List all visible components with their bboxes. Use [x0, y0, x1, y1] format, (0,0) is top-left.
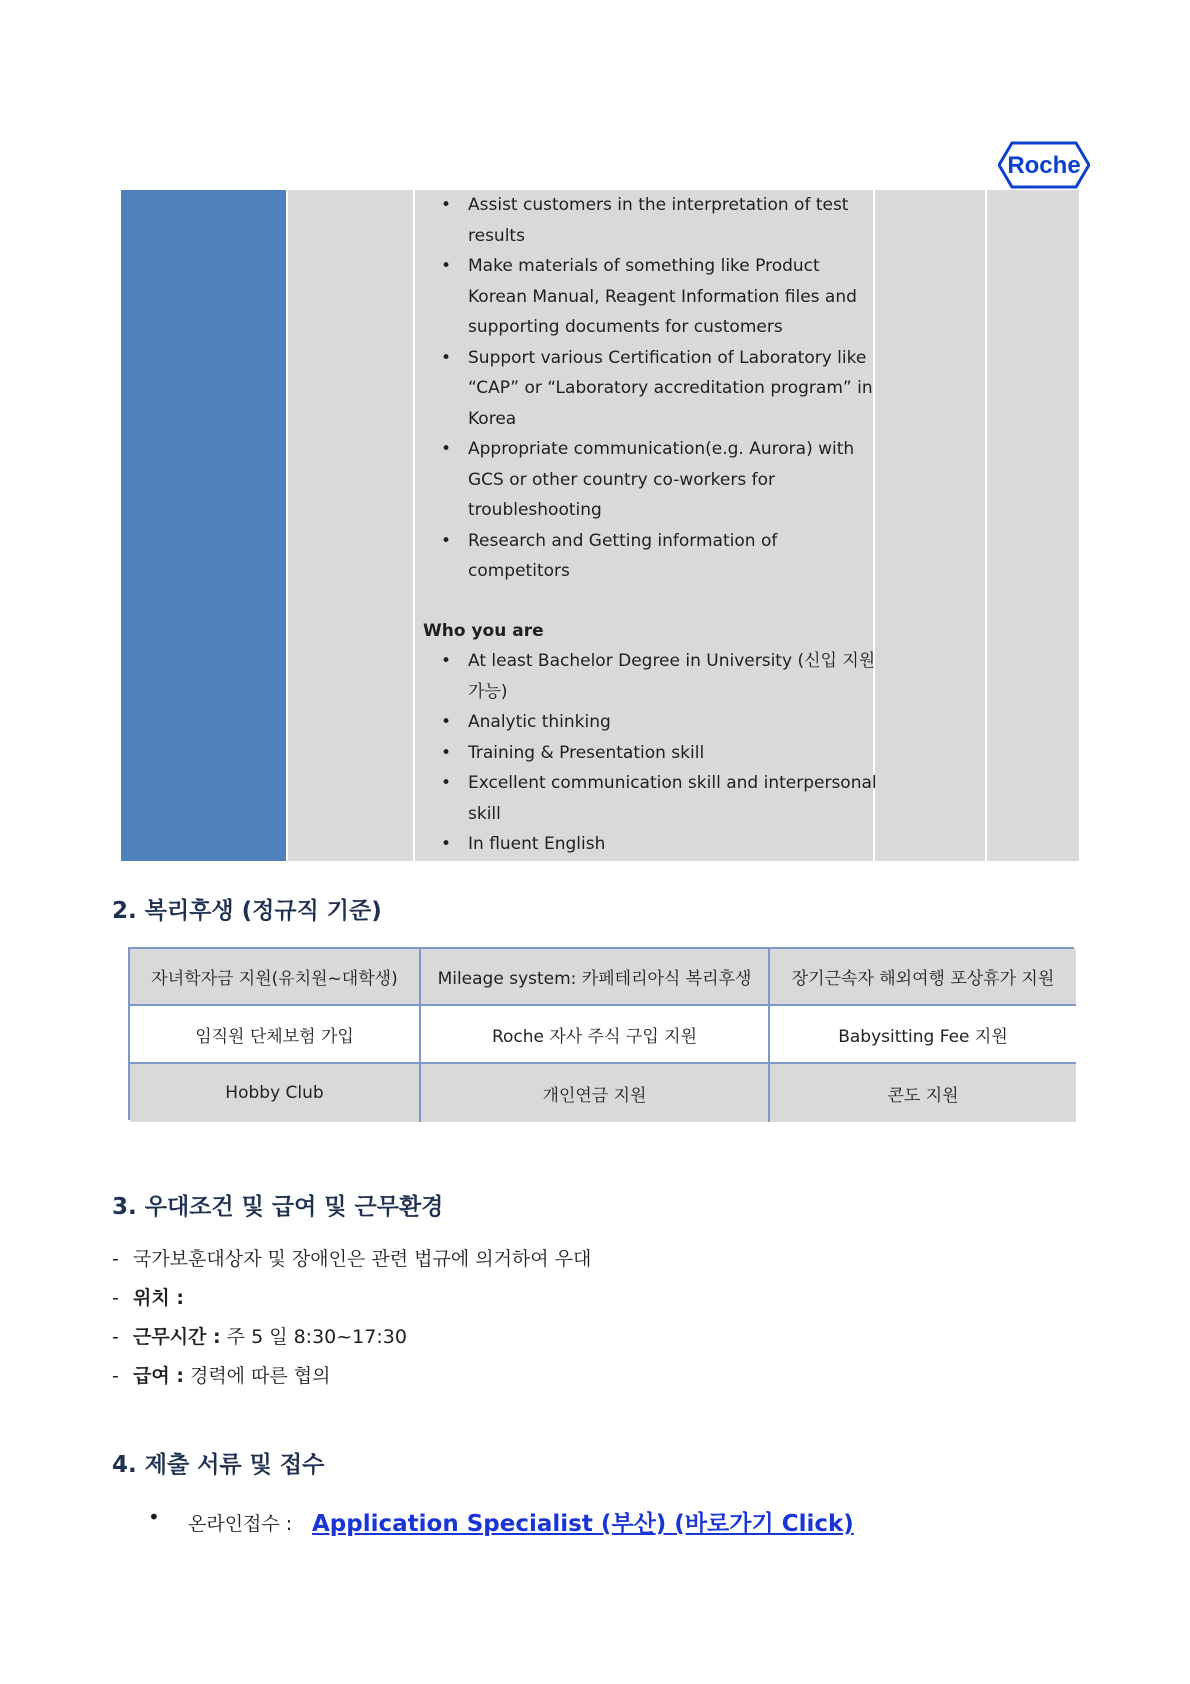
requirements-list: [423, 646, 883, 860]
list-item: • Assist customers in the interpretation of test results: [423, 190, 883, 251]
dash-marker: -: [112, 1365, 119, 1387]
benefit-cell: 임직원 단체보험 가입: [130, 1006, 421, 1064]
benefit-cell: 자녀학자금 지원(유치원~대학생): [130, 949, 421, 1006]
category-column: [121, 190, 286, 861]
list-item: • Training & Presentation skill: [423, 738, 883, 769]
benefit-cell: Hobby Club: [130, 1064, 421, 1122]
column-divider: [286, 190, 288, 861]
list-item: • At least Bachelor Degree in University (신입 지원 가능): [423, 646, 883, 707]
benefit-cell: 콘도 지원: [770, 1064, 1076, 1122]
dash-marker: -: [112, 1287, 119, 1309]
column-divider: [413, 190, 415, 861]
location-label: 위치 :: [133, 1287, 184, 1309]
who-you-are-heading: Who you are: [423, 620, 544, 641]
list-item: • In fluent English: [423, 829, 883, 860]
section-2-title: 2. 복리후생 (정규직 기준): [112, 898, 382, 924]
section-3-title: 3. 우대조건 및 급여 및 근무환경: [112, 1194, 444, 1220]
benefit-cell: Babysitting Fee 지원: [770, 1006, 1076, 1064]
salary-label: 급여 :: [133, 1365, 184, 1387]
section-4-title: 4. 제출 서류 및 접수: [112, 1452, 325, 1478]
list-item: • Support various Certification of Laboratory like “CAP” or “Laboratory accreditation program” in Korea: [423, 343, 883, 435]
benefit-cell: 개인연금 지원: [421, 1064, 770, 1122]
list-item: • Appropriate communication(e.g. Aurora) with GCS or other country co-workers for troubleshooting: [423, 434, 883, 526]
work-hours-value: 주 5 일 8:30~17:30: [220, 1326, 407, 1348]
list-item: • Analytic thinking: [423, 707, 883, 738]
dash-marker: -: [112, 1248, 119, 1270]
dash-marker: -: [112, 1326, 119, 1348]
online-label: 온라인접수 :: [188, 1513, 293, 1535]
duties-list: [423, 190, 883, 587]
work-hours-label: 근무시간 :: [133, 1326, 221, 1348]
roche-logo: [998, 141, 1090, 189]
responsibilities-table: [121, 190, 1079, 861]
roche-logo-text: Roche: [1007, 152, 1081, 179]
benefits-table: [128, 947, 1074, 1120]
job-description-cell: [423, 190, 883, 861]
column-divider: [985, 190, 987, 861]
condition-text: 국가보훈대상자 및 장애인은 관련 법규에 의거하여 우대: [133, 1248, 592, 1270]
benefit-cell: Mileage system: 카페테리아식 복리후생: [421, 949, 770, 1006]
list-item: • Make materials of something like Product Korean Manual, Reagent Information files and supporting documents for customers: [423, 251, 883, 343]
application-link[interactable]: Application Specialist (부산) (바로가기 Click): [312, 1511, 854, 1537]
benefit-cell: 장기근속자 해외여행 포상휴가 지원: [770, 949, 1076, 1006]
benefit-cell: Roche 자사 주식 구입 지원: [421, 1006, 770, 1064]
bullet-marker: •: [148, 1505, 160, 1529]
list-item: • Excellent communication skill and interpersonal skill: [423, 768, 883, 829]
list-item: • Research and Getting information of competitors: [423, 526, 883, 587]
salary-value: 경력에 따른 협의: [183, 1365, 331, 1387]
